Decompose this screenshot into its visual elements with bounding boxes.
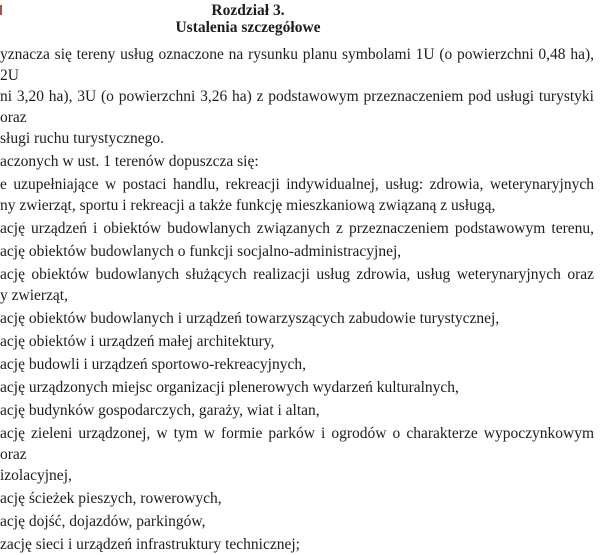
paragraph <box>0 423 613 486</box>
text-line: ację obiektów i urządzeń małej architektury, <box>0 333 275 350</box>
text-line: ację urządzeń i obiektów budowlanych związanych z przeznaczeniem podstawowym terenu, <box>0 220 594 237</box>
text-line: ację zieleni urządzonej, w tym w formie parków i ogrodów o charakterze wypoczynkowym oraz <box>0 425 594 463</box>
text-line: ację dojść, dojazdów, parkingów, <box>0 513 206 530</box>
text-line: zację sieci i urządzeń infrastruktury technicznej; <box>0 536 300 553</box>
paragraph <box>0 264 613 306</box>
text-line: ację obiektów budowlanych o funkcji socjalno-administracyjnej, <box>0 243 402 260</box>
paragraph <box>0 308 613 329</box>
text-line: ację obiektów budowlanych służących realizacji usług zdrowia, usług weterynaryjnych oraz <box>0 266 594 283</box>
paragraph <box>0 511 613 532</box>
paragraph <box>0 534 613 555</box>
text-line: izolacyjnej, <box>0 467 72 484</box>
paragraph <box>0 331 613 352</box>
paragraph <box>0 241 613 262</box>
text-line: ny zwierząt, sportu i rekreacji a także funkcję mieszkaniową związaną z usługą, <box>0 197 496 214</box>
text-line: e uzupełniające w postaci handlu, rekreacji indywidualnej, usług: zdrowia, weterynaryjnych <box>0 176 594 193</box>
chapter-heading <box>0 0 496 36</box>
text-line: sługi ruchu turystycznego. <box>0 130 165 147</box>
text-line: ację obiektów budowlanych i urządzeń towarzyszących zabudowie turystycznej, <box>0 310 500 327</box>
left-edge-artifact <box>0 5 2 15</box>
paragraph <box>0 400 613 421</box>
text-line: ni 3,20 ha), 3U (o powierzchni 3,26 ha) z podstawowym przeznaczeniem pod usługi turystyki oraz <box>0 88 594 126</box>
body-text <box>0 44 613 555</box>
paragraph <box>0 151 613 172</box>
chapter-title: Ustalenia szczegółowe <box>175 18 321 36</box>
text-line: ację budowli i urządzeń sportowo-rekreacyjnych, <box>0 356 306 373</box>
text-line: aczonych w ust. 1 terenów dopuszcza się: <box>0 153 259 170</box>
paragraph <box>0 218 613 239</box>
text-line: yznacza się tereny usług oznaczone na rysunku planu symbolami 1U (o powierzchni 0,48 ha), 2U <box>0 46 594 84</box>
paragraph <box>0 174 613 216</box>
paragraph <box>0 488 613 509</box>
text-line: ację urządzonych miejsc organizacji plenerowych wydarzeń kulturalnych, <box>0 379 459 396</box>
paragraph <box>0 377 613 398</box>
paragraph <box>0 44 613 149</box>
chapter-number: Rozdział 3. <box>211 2 285 19</box>
text-line: ację ścieżek pieszych, rowerowych, <box>0 490 222 507</box>
text-line: y zwierząt, <box>0 287 68 304</box>
paragraph <box>0 354 613 375</box>
text-line: ację budynków gospodarczych, garaży, wiat i altan, <box>0 402 320 419</box>
